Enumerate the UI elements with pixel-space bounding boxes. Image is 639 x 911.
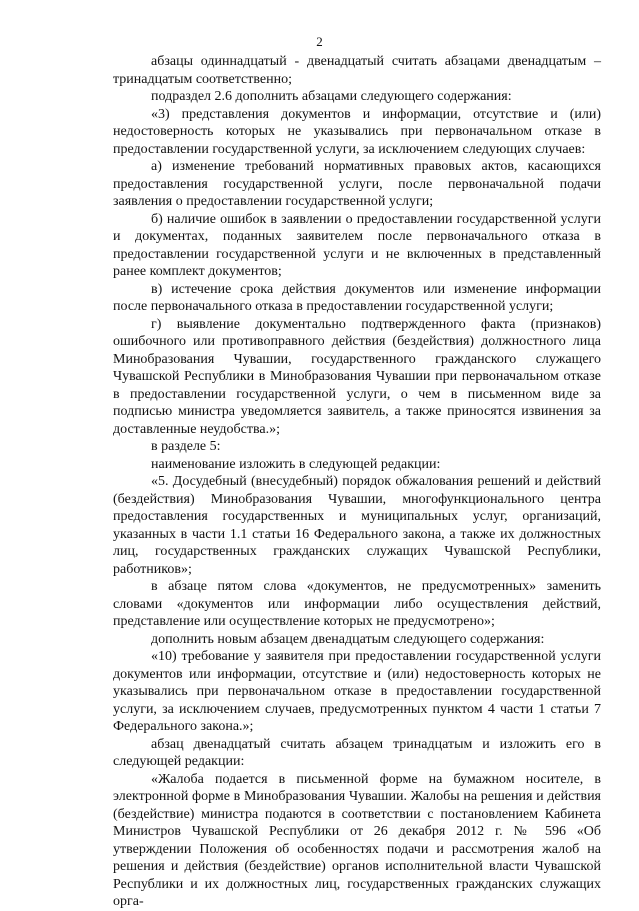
paragraph: «Жалоба подается в письменной форме на бумажном носителе, в электронной форме в Минобразования Чувашии. Жалобы на решения и действия (бездействие) министра подаются в соответствии с постановлением Кабинета Министров Чувашской Республики от 26 декабря 2012 г. № 596 «Об утверждении Положения об особенностях подачи и рассмотрения жалоб на решения и действия (бездействие) органов исполнительной власти Чувашской Республики и их должностных лиц, государственных гражданских служащих орга- xyxy=(113,771,601,909)
paragraph: в разделе 5: xyxy=(151,439,221,454)
paragraph: абзац двенадцатый считать абзацем тринадцатым и изложить его в следующей редакции: xyxy=(113,736,601,769)
paragraph: г) выявление документально подтвержденного факта (признаков) ошибочного или противоправного действия (бездействия) должностного лица Минобразования Чувашии, государственного гражданского служащего Чувашской Республики в Минобразования Чувашии при первоначальном отказе в предоставлении государственной услуги, о чем в письменном виде за подписью министра уведомляется заявитель, а также приносятся извинения за доставленные неудобства.»; xyxy=(113,316,601,437)
paragraph: «5. Досудебный (внесудебный) порядок обжалования решений и действий (бездействия) Минобразования Чувашии, многофункционального центра предоставления государственных и муниципальных услуг, организаций, указанных в части 1.1 статьи 16 Федерального закона, а также их должностных лиц, государственных гражданских служащих Чувашской Республики, работников»; xyxy=(113,474,601,577)
paragraph: «3) представления документов и информации, отсутствие и (или) недостоверность которых не указывались при первоначальном отказе в предоставлении государственной услуги, за исключением следующих случаев: xyxy=(113,106,601,157)
paragraph: «10) требование у заявителя при предоставлении государственной услуги документов или информации, отсутствие и (или) недостоверность которых не указывались при первоначальном отказе в предоставлении государственной услуги, за исключением случаев, предусмотренных пунктом 4 части 1 статьи 7 Федерального закона.»; xyxy=(113,649,601,734)
paragraph: наименование изложить в следующей редакции: xyxy=(151,456,441,472)
page-number: 2 xyxy=(316,34,323,49)
paragraph: а) изменение требований нормативных правовых актов, касающихся предоставления государственной услуги, после первоначальной подачи заявления о предоставлении государственной услуги; xyxy=(113,159,601,209)
paragraph: абзацы одиннадцатый - двенадцатый считать абзацами двенадцатым – тринадцатым соответственно; xyxy=(113,54,601,87)
paragraph: подраздел 2.6 дополнить абзацами следующего содержания: xyxy=(151,89,512,104)
paragraph: в) истечение срока действия документов или изменение информации после первоначального отказа в предоставлении государственной услуги; xyxy=(113,281,601,314)
document-body xyxy=(113,53,601,911)
paragraph: б) наличие ошибок в заявлении о предоставлении государственной услуги и документах, поданных заявителем после первоначального отказа в предоставлении государственной услуги и не включенных в представленный ранее комплект документов; xyxy=(113,211,601,279)
paragraph: в абзаце пятом слова «документов, не предусмотренных» заменить словами «документов или информации либо осуществления действий, представление или осуществление которых не предусмотрено»; xyxy=(113,579,601,629)
paragraph: дополнить новым абзацем двенадцатым следующего содержания: xyxy=(151,631,545,647)
